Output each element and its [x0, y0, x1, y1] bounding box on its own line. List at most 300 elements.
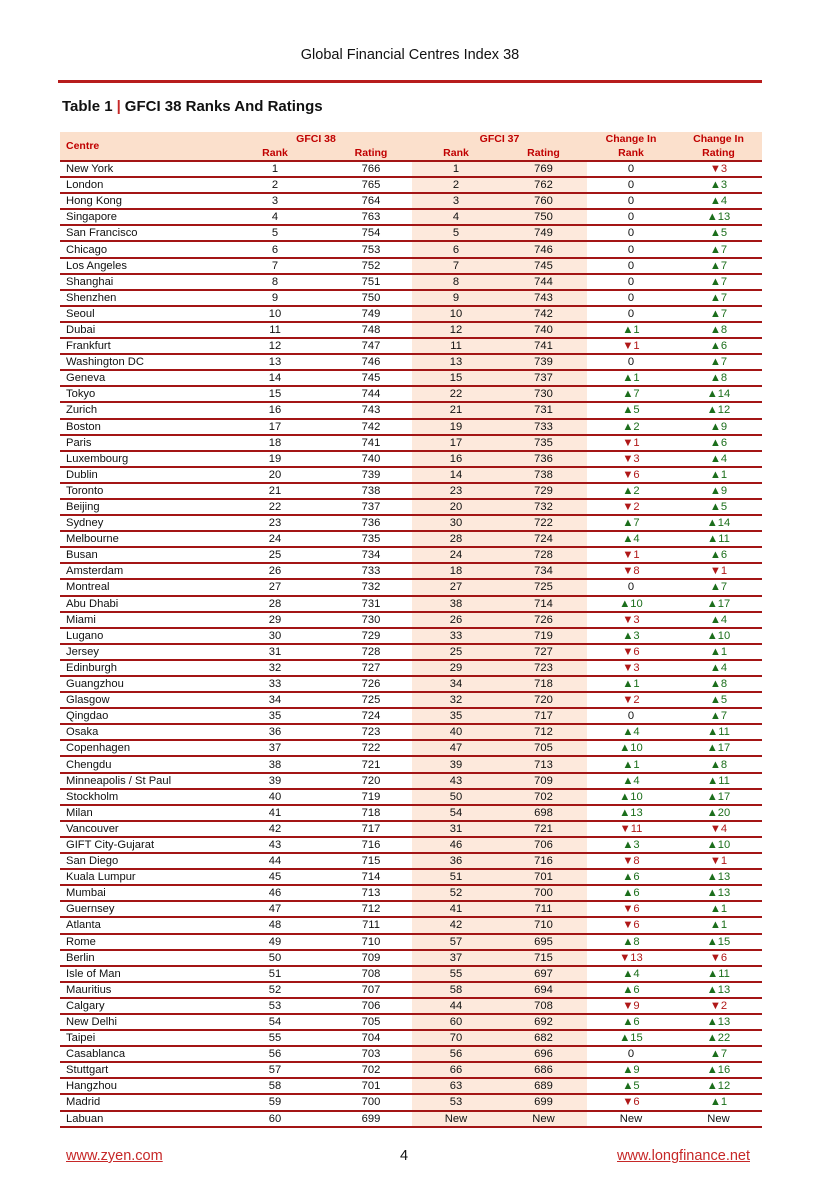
centre-cell: Washington DC: [60, 354, 220, 370]
gfci38-rating-cell: 715: [330, 853, 412, 869]
table-row: [60, 885, 762, 901]
change-in-rank-cell: 0: [587, 177, 675, 193]
centre-cell: San Francisco: [60, 225, 220, 241]
gfci37-rating-cell: 686: [500, 1062, 587, 1078]
change-in-rating-cell: ▼2: [675, 998, 762, 1014]
gfci37-rank-cell: 31: [412, 821, 500, 837]
table-row: [60, 756, 762, 772]
change-in-rating-cell: ▲1: [675, 467, 762, 483]
gfci37-rating-cell: 769: [500, 161, 587, 177]
change-in-rating-cell: ▲11: [675, 773, 762, 789]
gfci37-rank-cell: 70: [412, 1030, 500, 1046]
change-in-rating-cell: ▲7: [675, 306, 762, 322]
page-number: 4: [400, 1148, 409, 1164]
gfci38-rating-cell: 752: [330, 258, 412, 274]
gfci37-rank-cell: 52: [412, 885, 500, 901]
gfci38-rating-cell: 710: [330, 934, 412, 950]
gfci37-rating-cell: 740: [500, 322, 587, 338]
table-row: [60, 789, 762, 805]
gfci38-rank-cell: 56: [220, 1046, 330, 1062]
change-in-rank-cell: 0: [587, 306, 675, 322]
change-in-rank-cell: ▼3: [587, 612, 675, 628]
gfci37-rank-cell: 43: [412, 773, 500, 789]
gfci37-rating-cell: 723: [500, 660, 587, 676]
gfci37-rating-cell: 702: [500, 789, 587, 805]
centre-cell: Shanghai: [60, 274, 220, 290]
change-in-rating-cell: ▲10: [675, 628, 762, 644]
centre-cell: Lugano: [60, 628, 220, 644]
gfci38-rating-cell: 707: [330, 982, 412, 998]
gfci37-rank-cell: 44: [412, 998, 500, 1014]
gfci38-rank-cell: 37: [220, 740, 330, 756]
table-row: [60, 660, 762, 676]
header-change-rank: Rank: [587, 146, 675, 161]
change-in-rating-cell: ▲4: [675, 193, 762, 209]
change-in-rating-cell: ▲11: [675, 531, 762, 547]
gfci37-rating-cell: 743: [500, 290, 587, 306]
change-in-rank-cell: ▲2: [587, 419, 675, 435]
change-in-rank-cell: ▲1: [587, 676, 675, 692]
centre-cell: Labuan: [60, 1111, 220, 1127]
gfci38-rank-cell: 58: [220, 1078, 330, 1094]
gfci37-rank-cell: 51: [412, 869, 500, 885]
gfci38-rank-cell: 14: [220, 370, 330, 386]
change-in-rating-cell: ▲1: [675, 644, 762, 660]
gfci37-rank-cell: 57: [412, 934, 500, 950]
gfci38-rating-cell: 702: [330, 1062, 412, 1078]
table-row: [60, 435, 762, 451]
gfci38-rank-cell: 45: [220, 869, 330, 885]
gfci38-rank-cell: 20: [220, 467, 330, 483]
gfci38-rank-cell: 29: [220, 612, 330, 628]
change-in-rank-cell: ▲10: [587, 740, 675, 756]
gfci38-rating-cell: 719: [330, 789, 412, 805]
centre-cell: Isle of Man: [60, 966, 220, 982]
change-in-rank-cell: ▲6: [587, 1014, 675, 1030]
gfci38-rating-cell: 713: [330, 885, 412, 901]
centre-cell: Atlanta: [60, 917, 220, 933]
gfci38-rating-cell: 742: [330, 419, 412, 435]
gfci38-rating-cell: 748: [330, 322, 412, 338]
centre-cell: New Delhi: [60, 1014, 220, 1030]
centre-cell: Calgary: [60, 998, 220, 1014]
change-in-rating-cell: ▲22: [675, 1030, 762, 1046]
gfci37-rank-cell: 19: [412, 419, 500, 435]
change-in-rating-cell: ▲1: [675, 917, 762, 933]
gfci37-rank-cell: 17: [412, 435, 500, 451]
centre-cell: Berlin: [60, 950, 220, 966]
gfci37-rank-cell: 54: [412, 805, 500, 821]
gfci37-rank-cell: 3: [412, 193, 500, 209]
centre-cell: Copenhagen: [60, 740, 220, 756]
change-in-rating-cell: ▲17: [675, 789, 762, 805]
change-in-rating-cell: ▲6: [675, 338, 762, 354]
change-in-rank-cell: 0: [587, 241, 675, 257]
header-gfci37: GFCI 37: [412, 132, 587, 146]
gfci37-rank-cell: 1: [412, 161, 500, 177]
table-row: [60, 451, 762, 467]
gfci37-rating-cell: 732: [500, 499, 587, 515]
change-in-rating-cell: ▲4: [675, 612, 762, 628]
gfci37-rank-cell: 18: [412, 563, 500, 579]
gfci38-rank-cell: 1: [220, 161, 330, 177]
header-change-rank-top: Change In: [587, 132, 675, 146]
change-in-rating-cell: ▲12: [675, 402, 762, 418]
centre-cell: Milan: [60, 805, 220, 821]
change-in-rating-cell: ▲4: [675, 451, 762, 467]
gfci37-rank-cell: 29: [412, 660, 500, 676]
gfci37-rating-cell: 739: [500, 354, 587, 370]
table-row: [60, 499, 762, 515]
table-row: [60, 1062, 762, 1078]
change-in-rank-cell: 0: [587, 161, 675, 177]
gfci38-rating-cell: 728: [330, 644, 412, 660]
gfci37-rating-cell: 692: [500, 1014, 587, 1030]
centre-cell: Mauritius: [60, 982, 220, 998]
gfci37-rating-cell: 717: [500, 708, 587, 724]
gfci37-rating-cell: 727: [500, 644, 587, 660]
change-in-rank-cell: ▲3: [587, 837, 675, 853]
change-in-rank-cell: ▼13: [587, 950, 675, 966]
table-row: [60, 402, 762, 418]
gfci38-rating-cell: 711: [330, 917, 412, 933]
gfci38-rating-cell: 754: [330, 225, 412, 241]
gfci37-rating-cell: 714: [500, 596, 587, 612]
change-in-rank-cell: ▲4: [587, 531, 675, 547]
gfci37-rank-cell: 46: [412, 837, 500, 853]
change-in-rank-cell: ▼6: [587, 1094, 675, 1110]
gfci38-rank-cell: 28: [220, 596, 330, 612]
table-row: [60, 998, 762, 1014]
gfci37-rank-cell: 21: [412, 402, 500, 418]
change-in-rank-cell: ▲13: [587, 805, 675, 821]
gfci38-rank-cell: 38: [220, 756, 330, 772]
zyen-link[interactable]: www.zyen.com: [66, 1148, 163, 1164]
table-row: [60, 1094, 762, 1110]
gfci37-rating-cell: 726: [500, 612, 587, 628]
centre-cell: Madrid: [60, 1094, 220, 1110]
gfci38-rating-cell: 766: [330, 161, 412, 177]
table-row: [60, 370, 762, 386]
centre-cell: Chicago: [60, 241, 220, 257]
gfci37-rating-cell: 710: [500, 917, 587, 933]
title-separator: |: [116, 98, 121, 115]
gfci38-rank-cell: 30: [220, 628, 330, 644]
centre-cell: Guernsey: [60, 901, 220, 917]
gfci38-rating-cell: 764: [330, 193, 412, 209]
change-in-rank-cell: ▼6: [587, 467, 675, 483]
gfci38-rank-cell: 19: [220, 451, 330, 467]
table-row: [60, 386, 762, 402]
gfci37-rank-cell: 41: [412, 901, 500, 917]
gfci37-rank-cell: 40: [412, 724, 500, 740]
gfci37-rank-cell: 30: [412, 515, 500, 531]
gfci37-rating-cell: 699: [500, 1094, 587, 1110]
gfci38-rating-cell: 700: [330, 1094, 412, 1110]
change-in-rank-cell: ▼2: [587, 692, 675, 708]
change-in-rating-cell: ▲7: [675, 579, 762, 595]
gfci37-rating-cell: 734: [500, 563, 587, 579]
gfci37-rating-cell: 719: [500, 628, 587, 644]
gfci37-rank-cell: 4: [412, 209, 500, 225]
table-row: [60, 917, 762, 933]
change-in-rank-cell: ▲10: [587, 596, 675, 612]
document-header: Global Financial Centres Index 38: [300, 47, 520, 63]
table-row: [60, 338, 762, 354]
change-in-rank-cell: ▲10: [587, 789, 675, 805]
gfci37-rank-cell: 47: [412, 740, 500, 756]
centre-cell: Beijing: [60, 499, 220, 515]
gfci37-rating-cell: 720: [500, 692, 587, 708]
change-in-rank-cell: ▲1: [587, 756, 675, 772]
gfci38-rank-cell: 43: [220, 837, 330, 853]
change-in-rating-cell: ▲7: [675, 241, 762, 257]
gfci38-rank-cell: 26: [220, 563, 330, 579]
gfci38-rank-cell: 25: [220, 547, 330, 563]
centre-cell: Guangzhou: [60, 676, 220, 692]
gfci38-rating-cell: 712: [330, 901, 412, 917]
change-in-rank-cell: ▲1: [587, 370, 675, 386]
gfci37-rank-cell: 28: [412, 531, 500, 547]
gfci37-rating-cell: 731: [500, 402, 587, 418]
gfci37-rank-cell: 56: [412, 1046, 500, 1062]
change-in-rating-cell: ▲7: [675, 258, 762, 274]
change-in-rank-cell: 0: [587, 209, 675, 225]
centre-cell: Singapore: [60, 209, 220, 225]
centre-cell: Kuala Lumpur: [60, 869, 220, 885]
gfci38-rank-cell: 32: [220, 660, 330, 676]
table-row: [60, 1046, 762, 1062]
table-row: [60, 901, 762, 917]
centre-cell: Dubai: [60, 322, 220, 338]
centre-cell: Shenzhen: [60, 290, 220, 306]
gfci37-rank-cell: 36: [412, 853, 500, 869]
gfci37-rank-cell: 42: [412, 917, 500, 933]
gfci38-rank-cell: 3: [220, 193, 330, 209]
table-row: [60, 773, 762, 789]
gfci37-rating-cell: 725: [500, 579, 587, 595]
gfci38-rating-cell: 716: [330, 837, 412, 853]
table-row: [60, 419, 762, 435]
gfci37-rank-cell: 27: [412, 579, 500, 595]
gfci37-rating-cell: 697: [500, 966, 587, 982]
gfci38-rating-cell: 745: [330, 370, 412, 386]
change-in-rank-cell: 0: [587, 225, 675, 241]
change-in-rank-cell: ▲7: [587, 515, 675, 531]
table-row: [60, 805, 762, 821]
gfci38-rating-cell: 703: [330, 1046, 412, 1062]
table-row: [60, 740, 762, 756]
gfci38-rank-cell: 42: [220, 821, 330, 837]
gfci38-rating-cell: 708: [330, 966, 412, 982]
gfci37-rank-cell: 15: [412, 370, 500, 386]
gfci38-rating-cell: 709: [330, 950, 412, 966]
gfci38-rating-cell: 749: [330, 306, 412, 322]
gfci38-rating-cell: 737: [330, 499, 412, 515]
gfci37-rating-cell: 715: [500, 950, 587, 966]
gfci38-rank-cell: 39: [220, 773, 330, 789]
change-in-rating-cell: ▲11: [675, 724, 762, 740]
gfci37-rank-cell: 13: [412, 354, 500, 370]
centre-cell: Rome: [60, 934, 220, 950]
longfinance-link[interactable]: www.longfinance.net: [617, 1148, 750, 1164]
gfci37-rating-cell: 742: [500, 306, 587, 322]
gfci37-rating-cell: 689: [500, 1078, 587, 1094]
table-row: [60, 209, 762, 225]
gfci37-rank-cell: 5: [412, 225, 500, 241]
gfci38-rank-cell: 40: [220, 789, 330, 805]
gfci37-rank-cell: 7: [412, 258, 500, 274]
table-row: [60, 1014, 762, 1030]
centre-cell: Melbourne: [60, 531, 220, 547]
change-in-rating-cell: ▼1: [675, 563, 762, 579]
centre-cell: Hangzhou: [60, 1078, 220, 1094]
centre-cell: Boston: [60, 419, 220, 435]
gfci37-rating-cell: 730: [500, 386, 587, 402]
gfci38-rating-cell: 706: [330, 998, 412, 1014]
gfci38-rank-cell: 60: [220, 1111, 330, 1127]
table-row: [60, 869, 762, 885]
table-row: [60, 563, 762, 579]
gfci37-rating-cell: 709: [500, 773, 587, 789]
centre-cell: New York: [60, 161, 220, 177]
table-row: [60, 966, 762, 982]
gfci37-rating-cell: 749: [500, 225, 587, 241]
gfci38-rank-cell: 22: [220, 499, 330, 515]
table-row: [60, 177, 762, 193]
table-row: [60, 853, 762, 869]
header-centre: Centre: [60, 132, 220, 161]
centre-cell: Minneapolis / St Paul: [60, 773, 220, 789]
change-in-rank-cell: ▲1: [587, 322, 675, 338]
centre-cell: Hong Kong: [60, 193, 220, 209]
gfci37-rating-cell: 728: [500, 547, 587, 563]
change-in-rating-cell: ▼3: [675, 161, 762, 177]
gfci37-rank-cell: 66: [412, 1062, 500, 1078]
centre-cell: Montreal: [60, 579, 220, 595]
table-row: [60, 982, 762, 998]
change-in-rating-cell: ▲15: [675, 934, 762, 950]
change-in-rank-cell: ▲4: [587, 773, 675, 789]
gfci38-rank-cell: 51: [220, 966, 330, 982]
gfci37-rating-cell: 708: [500, 998, 587, 1014]
gfci38-rating-cell: 734: [330, 547, 412, 563]
gfci38-rank-cell: 31: [220, 644, 330, 660]
table-row: [60, 934, 762, 950]
gfci37-rank-cell: 53: [412, 1094, 500, 1110]
table-row: [60, 193, 762, 209]
gfci38-rating-cell: 732: [330, 579, 412, 595]
change-in-rank-cell: ▼8: [587, 853, 675, 869]
gfci38-rating-cell: 740: [330, 451, 412, 467]
table-row: [60, 676, 762, 692]
centre-cell: Amsterdam: [60, 563, 220, 579]
centre-cell: Tokyo: [60, 386, 220, 402]
centre-cell: Sydney: [60, 515, 220, 531]
gfci38-rating-cell: 722: [330, 740, 412, 756]
gfci37-rank-cell: 25: [412, 644, 500, 660]
change-in-rank-cell: ▲5: [587, 1078, 675, 1094]
change-in-rating-cell: ▲9: [675, 419, 762, 435]
centre-cell: Taipei: [60, 1030, 220, 1046]
table-row: [60, 612, 762, 628]
change-in-rating-cell: ▲1: [675, 901, 762, 917]
gfci37-rank-cell: 37: [412, 950, 500, 966]
header-change-rating-top: Change In: [675, 132, 762, 146]
change-in-rank-cell: 0: [587, 290, 675, 306]
gfci37-rank-cell: 24: [412, 547, 500, 563]
change-in-rank-cell: New: [587, 1111, 675, 1127]
table-number: Table 1: [62, 98, 113, 115]
change-in-rating-cell: ▼6: [675, 950, 762, 966]
gfci38-rank-cell: 2: [220, 177, 330, 193]
gfci37-rating-cell: 698: [500, 805, 587, 821]
change-in-rating-cell: ▼1: [675, 853, 762, 869]
gfci38-rating-cell: 720: [330, 773, 412, 789]
gfci37-rating-cell: 735: [500, 435, 587, 451]
gfci38-rating-cell: 723: [330, 724, 412, 740]
table-row: [60, 241, 762, 257]
change-in-rating-cell: ▲6: [675, 435, 762, 451]
gfci38-rank-cell: 50: [220, 950, 330, 966]
gfci38-rating-cell: 751: [330, 274, 412, 290]
change-in-rating-cell: ▲14: [675, 386, 762, 402]
header-gfci38-rating: Rating: [330, 146, 412, 161]
table-row: [60, 596, 762, 612]
centre-cell: Toronto: [60, 483, 220, 499]
gfci38-rating-cell: 718: [330, 805, 412, 821]
change-in-rating-cell: ▲3: [675, 177, 762, 193]
gfci37-rank-cell: 6: [412, 241, 500, 257]
change-in-rating-cell: ▲8: [675, 756, 762, 772]
gfci37-rating-cell: 712: [500, 724, 587, 740]
gfci38-rank-cell: 17: [220, 419, 330, 435]
gfci37-rating-cell: 760: [500, 193, 587, 209]
change-in-rank-cell: ▲4: [587, 966, 675, 982]
gfci37-rating-cell: 716: [500, 853, 587, 869]
gfci37-rating-cell: 722: [500, 515, 587, 531]
gfci38-rank-cell: 27: [220, 579, 330, 595]
change-in-rating-cell: ▲17: [675, 596, 762, 612]
gfci38-rating-cell: 721: [330, 756, 412, 772]
change-in-rank-cell: ▼9: [587, 998, 675, 1014]
centre-cell: Chengdu: [60, 756, 220, 772]
gfci38-rating-cell: 744: [330, 386, 412, 402]
change-in-rating-cell: ▲13: [675, 1014, 762, 1030]
gfci38-rating-cell: 741: [330, 435, 412, 451]
change-in-rank-cell: ▼3: [587, 660, 675, 676]
gfci37-rating-cell: 762: [500, 177, 587, 193]
table-row: [60, 837, 762, 853]
change-in-rating-cell: ▲13: [675, 982, 762, 998]
change-in-rank-cell: 0: [587, 708, 675, 724]
gfci38-rank-cell: 21: [220, 483, 330, 499]
centre-cell: Casablanca: [60, 1046, 220, 1062]
change-in-rating-cell: ▲5: [675, 225, 762, 241]
gfci38-rating-cell: 765: [330, 177, 412, 193]
gfci38-rank-cell: 55: [220, 1030, 330, 1046]
table-row: [60, 354, 762, 370]
gfci37-rank-cell: 58: [412, 982, 500, 998]
gfci37-rank-cell: 60: [412, 1014, 500, 1030]
gfci38-rating-cell: 730: [330, 612, 412, 628]
change-in-rank-cell: ▼8: [587, 563, 675, 579]
gfci38-rank-cell: 5: [220, 225, 330, 241]
header-gfci38: GFCI 38: [220, 132, 412, 146]
gfci38-rank-cell: 13: [220, 354, 330, 370]
change-in-rating-cell: ▲7: [675, 1046, 762, 1062]
gfci38-rating-cell: 736: [330, 515, 412, 531]
